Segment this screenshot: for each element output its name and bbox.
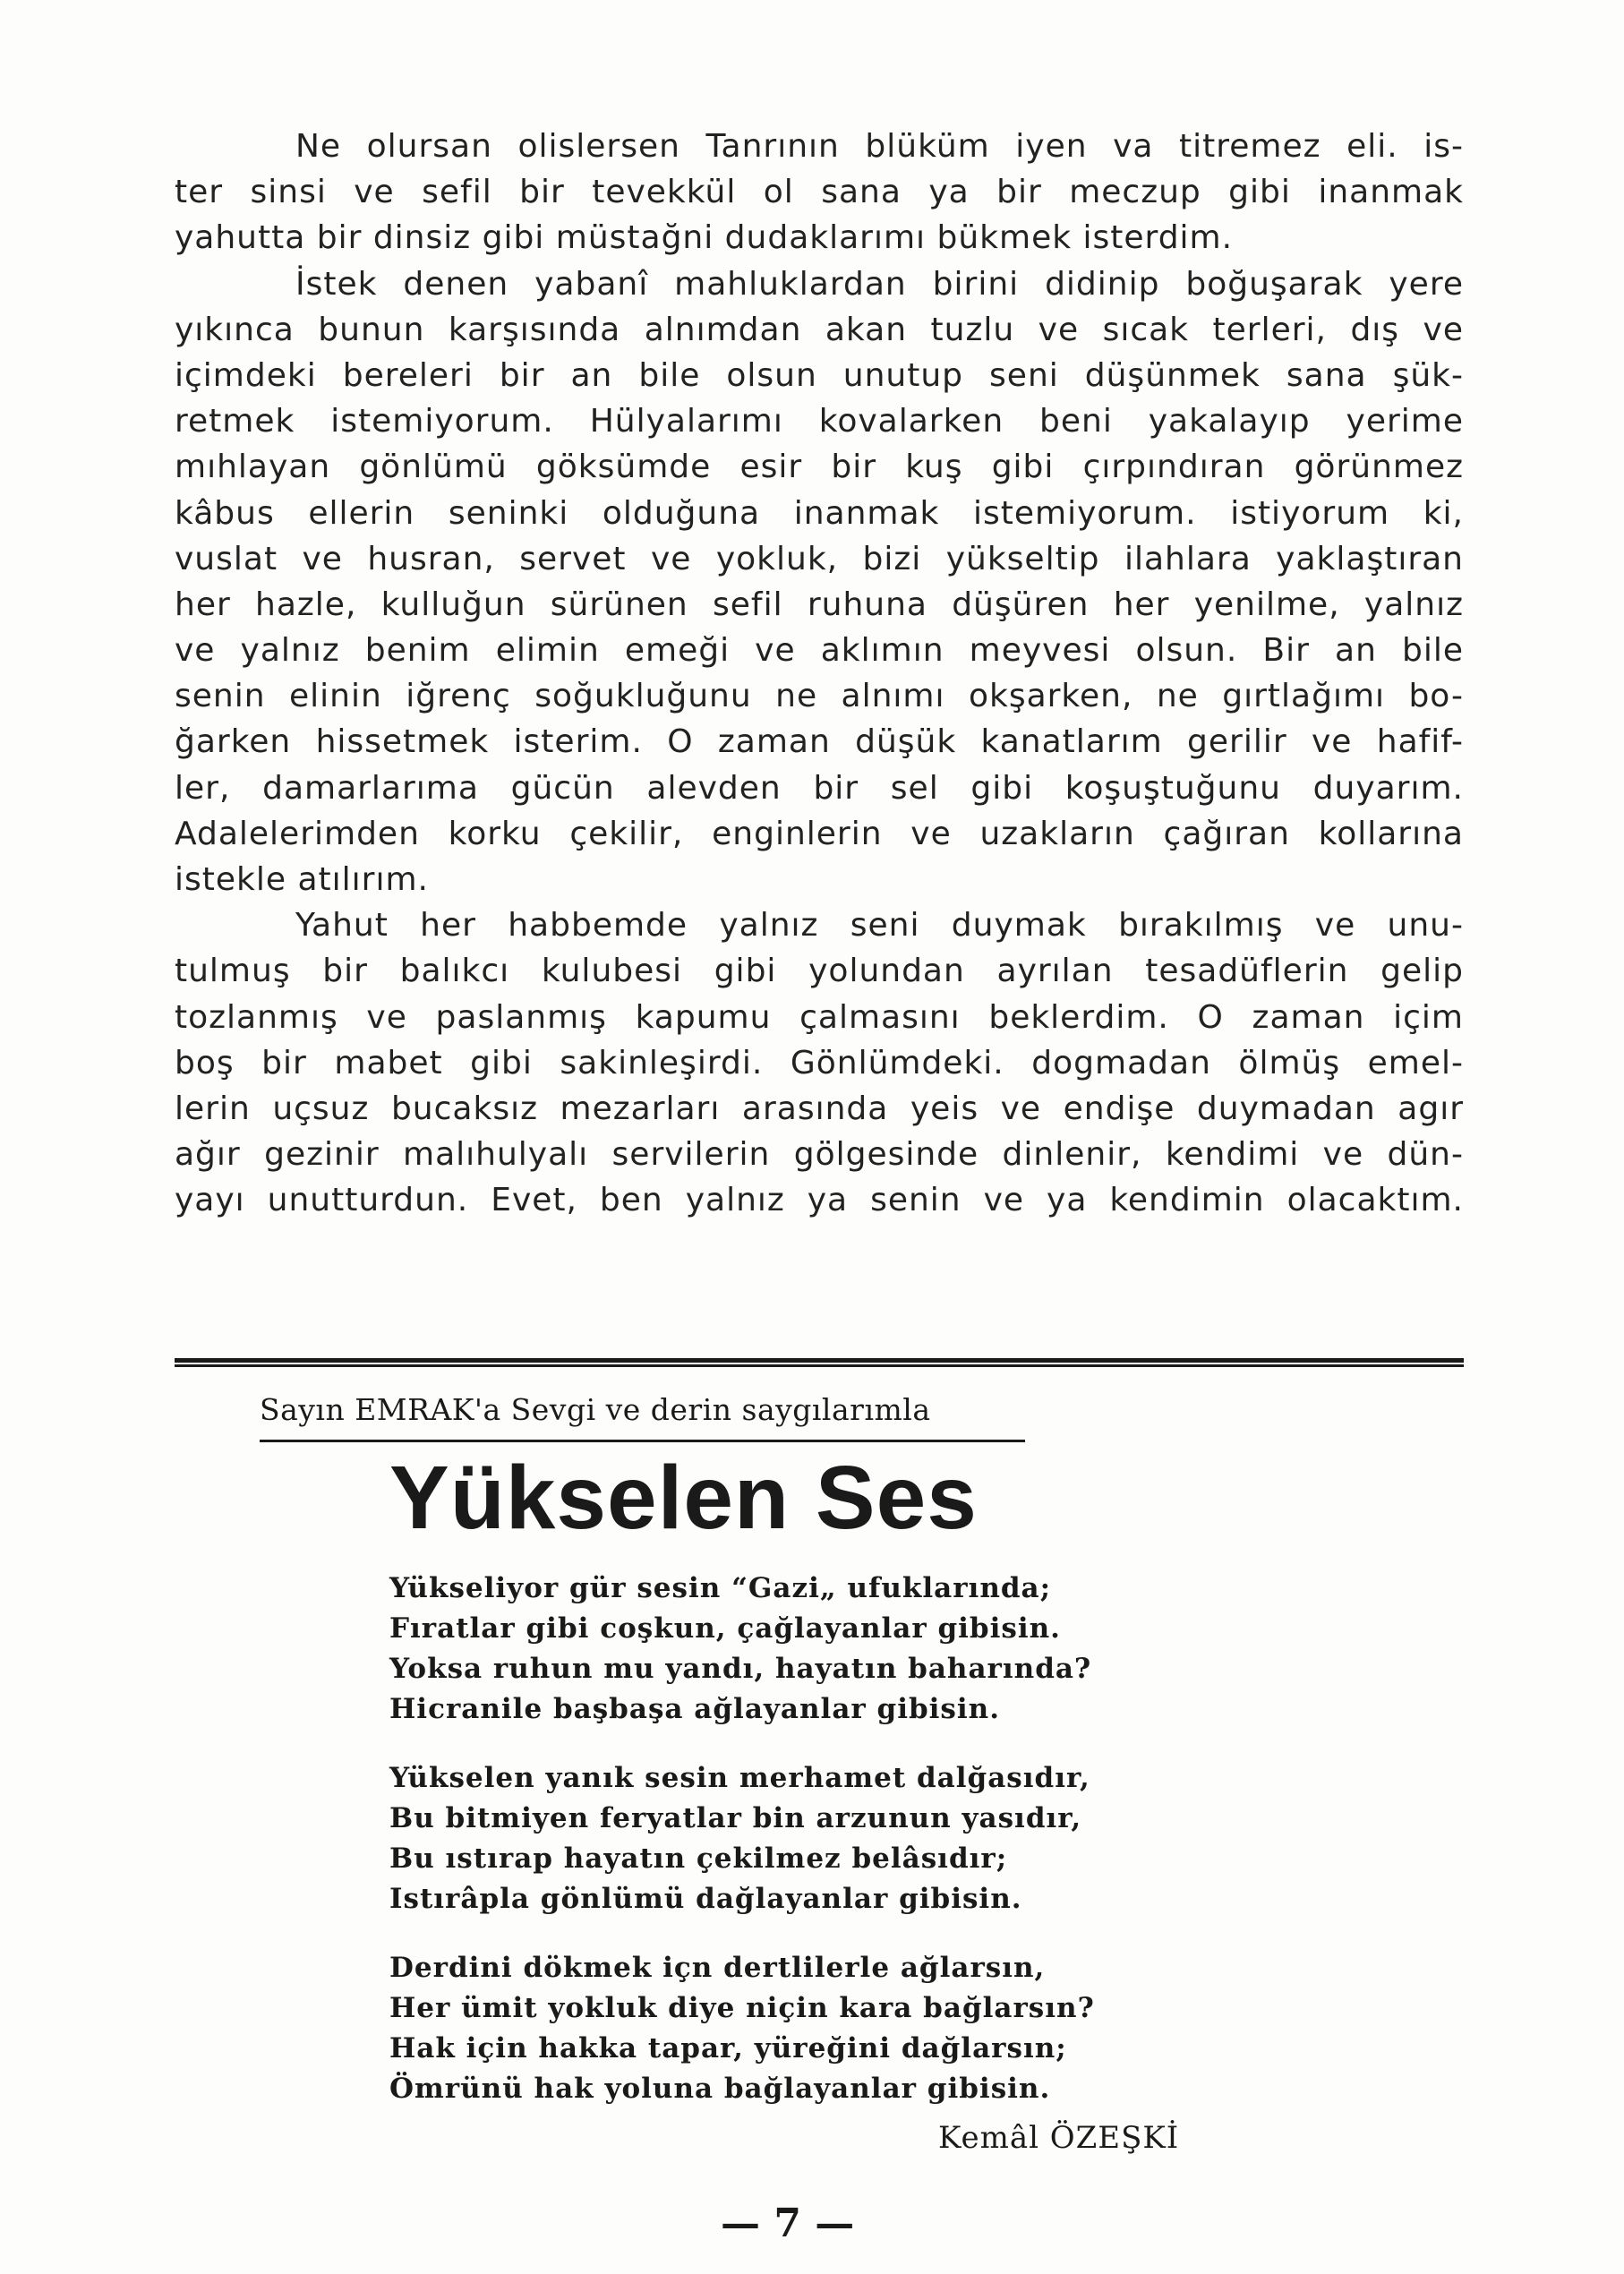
- prose-line: vuslat ve husran, servet ve yokluk, bizi yükseltip ilahlara yaklaştıran: [175, 540, 1464, 577]
- prose-line: yayı unutturdun. Evet, ben yalnız ya senin ve ya kendimin olacaktım.: [175, 1182, 1464, 1219]
- poem-line: Derdini dökmek içn dertlilerle ağlarsın,: [389, 1952, 1046, 1984]
- prose-line: ler, damarlarıma gücün alevden bir sel gibi koşuştuğunu duyarım.: [175, 769, 1464, 807]
- prose-line: boş bir mabet gibi sakinleşirdi. Gönlümdeki. dogmadan ölmüş emel-: [175, 1044, 1464, 1081]
- prose-line: her hazle, kulluğun sürünen sefil ruhuna düşüren her yenilme, yalnız: [175, 586, 1464, 623]
- prose-line: ğarken hissetmek isterim. O zaman düşük kanatlarım gerilir ve hafif-: [175, 723, 1464, 761]
- prose-line: ter sinsi ve sefil bir tevekkül ol sana ya bir meczup gibi inanmak: [175, 174, 1464, 211]
- poem-line: Ömrünü hak yoluna bağlayanlar gibisin.: [389, 2073, 1051, 2105]
- poem-stanza: [389, 1758, 1095, 1919]
- poem-line: Bu ıstırap hayatın çekilmez belâsıdır;: [389, 1842, 1008, 1875]
- section-divider: [175, 1358, 1464, 1367]
- poem-line: Hicranile başbaşa ağlayanlar gibisin.: [389, 1693, 1000, 1725]
- poem-line: Yoksa ruhun mu yandı, hayatın baharında?: [389, 1653, 1092, 1685]
- poem-line: Yükseliyor gür sesin “Gazi„ ufuklarında;: [389, 1572, 1052, 1604]
- prose-line: Adalelerimden korku çekilir, enginlerin ve uzakların çağıran kollarına: [175, 815, 1464, 852]
- poem-stanza: [389, 1569, 1095, 1730]
- dedication-underline: [260, 1440, 1025, 1442]
- prose-line: Yahut her habbemde yalnız seni duymak bırakılmış ve unu-: [295, 907, 1464, 945]
- prose-line: ağır gezinir malıhulyalı servilerin gölgesinde dinlenir, kendimi ve dün-: [175, 1136, 1464, 1174]
- poem-line: Yükselen yanık sesin merhamet dalğasıdır,: [389, 1762, 1090, 1794]
- page-number: — 7 —: [721, 2201, 855, 2246]
- prose-line: kâbus ellerin seninki olduğuna inanmak istemiyorum. istiyorum ki,: [175, 494, 1464, 532]
- prose-line: içimdeki bereleri bir an bile olsun unutup seni düşünmek sana şük-: [175, 356, 1464, 394]
- prose-line: Ne olursan olislersen Tanrının blüküm iyen va titremez eli. is-: [295, 128, 1464, 165]
- prose-body: [175, 124, 1464, 1224]
- prose-line: mıhlayan gönlümü göksümde esir bir kuş gibi çırpındıran görünmez: [175, 449, 1464, 486]
- prose-line: lerin uçsuz bucaksız mezarları arasında yeis ve endişe duymadan agır: [175, 1090, 1464, 1127]
- prose-line: tulmuş bir balıkcı kulubesi gibi yolundan ayrılan tesadüflerin gelip: [175, 953, 1464, 990]
- dedication-line: Sayın EMRAK'a Sevgi ve derin saygılarımla: [260, 1392, 931, 1427]
- poem-title: Yükselen Ses: [389, 1448, 978, 1548]
- poem-body: [389, 1569, 1095, 2138]
- prose-line: istekle atılırım.: [175, 861, 429, 898]
- prose-line: tozlanmış ve paslanmış kapumu çalmasını beklerdim. O zaman içim: [175, 998, 1464, 1036]
- poem-line: Istırâpla gönlümü dağlayanlar gibisin.: [389, 1883, 1022, 1915]
- prose-line: retmek istemiyorum. Hülyalarımı kovalarken beni yakalayıp yerime: [175, 403, 1464, 440]
- prose-line: yıkınca bunun karşısında alnımdan akan tuzlu ve sıcak terleri, dış ve: [175, 311, 1464, 348]
- poem-stanza: [389, 1948, 1095, 2109]
- poem-line: Hak için hakka tapar, yüreğini dağlarsın;: [389, 2032, 1067, 2065]
- poem-line: Bu bitmiyen feryatlar bin arzunun yasıdır,: [389, 1802, 1082, 1834]
- poem-line: Her ümit yokluk diye niçin kara bağlarsın?: [389, 1992, 1095, 2024]
- prose-line: senin elinin iğrenç soğukluğunu ne alnımı okşarken, ne gırtlağımı bo-: [175, 678, 1464, 715]
- prose-line: yahutta bir dinsiz gibi müstağni dudaklarımı bükmek isterdim.: [175, 219, 1234, 257]
- prose-line: ve yalnız benim elimin emeği ve aklımın meyvesi olsun. Bir an bile: [175, 632, 1464, 670]
- prose-line: İstek denen yabanî mahluklardan birini didinip boğuşarak yere: [295, 265, 1464, 303]
- poem-author: Kemâl ÖZEŞKİ: [938, 2120, 1180, 2156]
- poem-line: Fıratlar gibi coşkun, çağlayanlar gibisin.: [389, 1612, 1061, 1645]
